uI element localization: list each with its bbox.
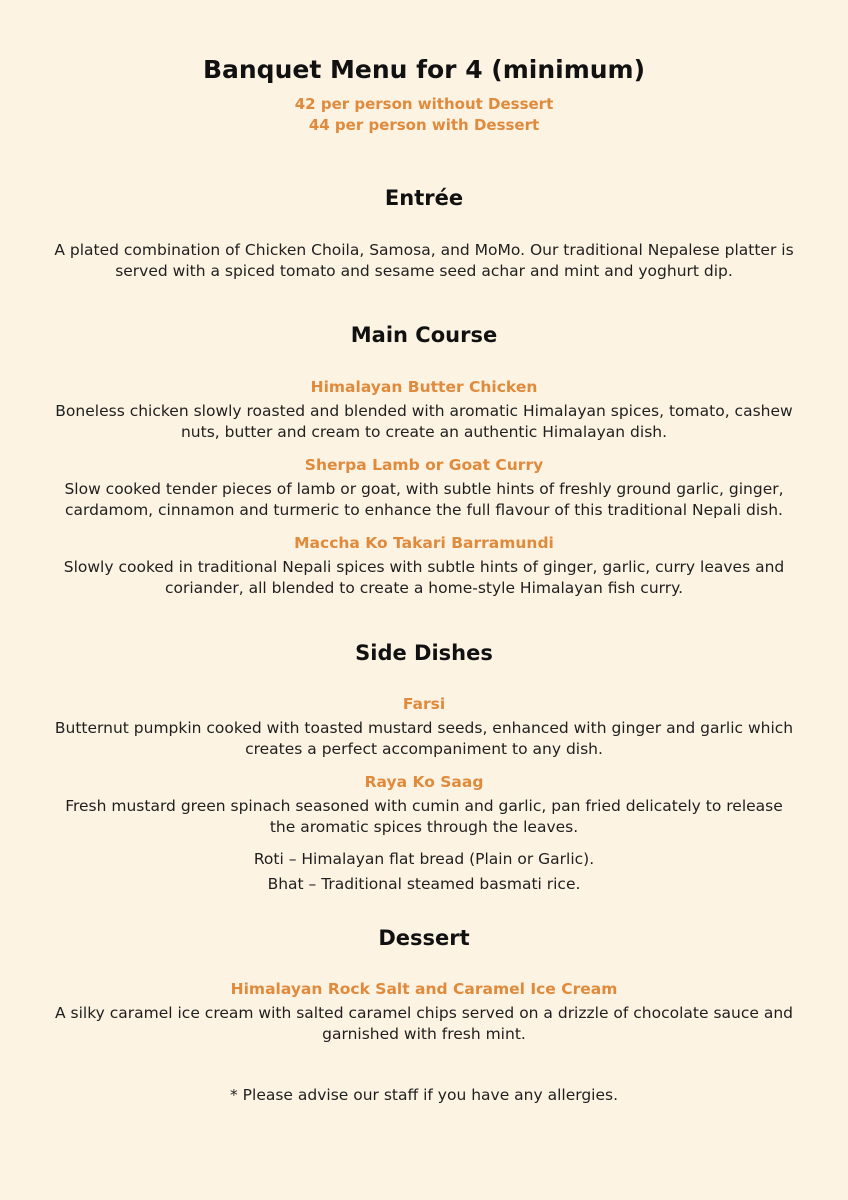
menu-title: Banquet Menu for 4 (minimum) [202,55,646,84]
dish-name-lamb-goat-curry: Sherpa Lamb or Goat Curry [304,456,544,474]
price-with-dessert: 44 per person with Dessert [308,116,540,134]
dish-description-raya-ko-saag: Fresh mustard green spinach seasoned with cumin and garlic, pan fried delicately to release the aromatic spices through the leaves. [65,797,783,836]
dish-name-ice-cream: Himalayan Rock Salt and Caramel Ice Cream [230,980,618,998]
dish-name-barramundi: Maccha Ko Takari Barramundi [294,534,554,552]
dish-name-farsi: Farsi [402,695,446,713]
side-dishes-heading: Side Dishes [355,641,493,665]
dessert-heading: Dessert [378,926,470,950]
side-extra-roti: Roti – Himalayan flat bread (Plain or Garlic). [253,850,595,868]
entree-heading: Entrée [384,186,464,210]
dish-name-raya-ko-saag: Raya Ko Saag [364,773,484,791]
allergy-note: * Please advise our staff if you have any allergies. [229,1086,619,1104]
main-course-heading: Main Course [350,323,498,347]
dish-name-butter-chicken: Himalayan Butter Chicken [310,378,538,396]
side-extra-bhat: Bhat – Traditional steamed basmati rice. [267,875,581,893]
entree-description: A plated combination of Chicken Choila, Samosa, and MoMo. Our traditional Nepalese platter is served with a spiced tomato and sesame seed achar and mint and yoghurt dip. [54,241,794,280]
price-without-dessert: 42 per person without Dessert [294,95,554,113]
dish-description-butter-chicken: Boneless chicken slowly roasted and blended with aromatic Himalayan spices, tomato, cashew nuts, butter and cream to create an authentic Himalayan dish. [55,402,793,441]
dish-description-barramundi: Slowly cooked in traditional Nepali spices with subtle hints of ginger, garlic, curry leaves and coriander, all blended to create a home-style Himalayan fish curry. [63,558,785,597]
dish-description-lamb-goat-curry: Slow cooked tender pieces of lamb or goat, with subtle hints of freshly ground garlic, ginger, cardamom, cinnamon and turmeric to enhance the full flavour of this traditional Nepali dish. [64,480,784,519]
dish-description-farsi: Butternut pumpkin cooked with toasted mustard seeds, enhanced with ginger and garlic which creates a perfect accompaniment to any dish. [54,719,794,758]
dish-description-ice-cream: A silky caramel ice cream with salted caramel chips served on a drizzle of chocolate sauce and garnished with fresh mint. [55,1004,793,1043]
